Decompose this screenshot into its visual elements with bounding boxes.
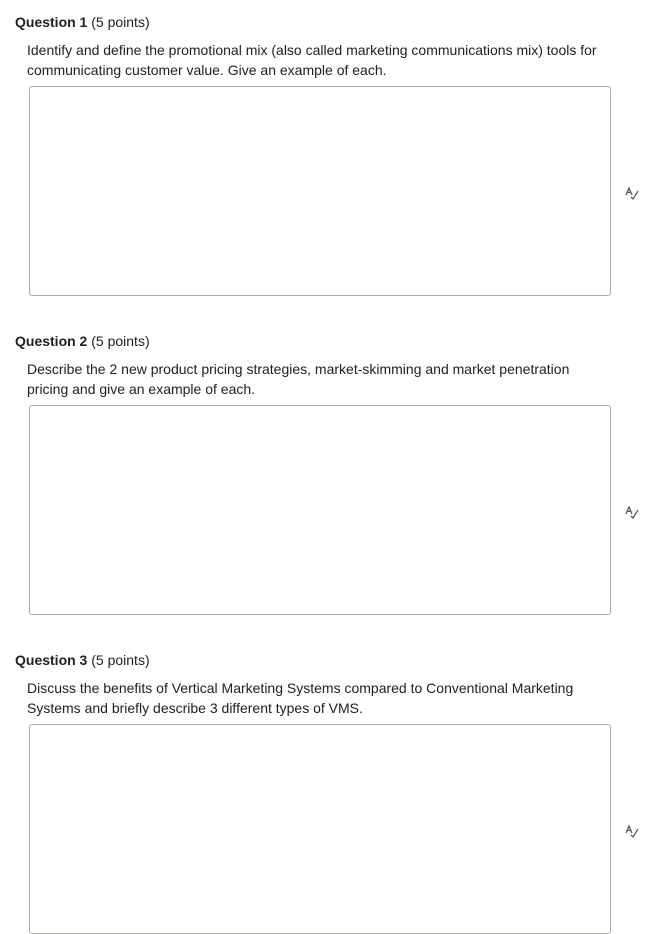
question-prompt: Discuss the benefits of Vertical Marketing Systems compared to Conventional Marketing Systems and briefly describe 3 different types of VMS. — [27, 680, 574, 716]
question-points: (5 points) — [91, 333, 150, 349]
spellcheck-icon[interactable] — [624, 823, 640, 839]
question-prompt: Identify and define the promotional mix (also called marketing communications mix) tools for communicating customer value. Give an example of each. — [27, 42, 597, 78]
spellcheck-icon[interactable] — [624, 504, 640, 520]
answer-textarea[interactable] — [29, 724, 611, 934]
question-title: Question 2 — [15, 333, 88, 349]
question-header — [15, 13, 150, 31]
spellcheck-icon[interactable] — [624, 185, 640, 201]
question-points: (5 points) — [91, 14, 150, 30]
answer-textarea[interactable] — [29, 86, 611, 296]
answer-textarea[interactable] — [29, 405, 611, 615]
question-header — [15, 332, 150, 350]
question-points: (5 points) — [91, 652, 150, 668]
question-prompt: Describe the 2 new product pricing strategies, market-skimming and market penetration pricing and give an example of each. — [27, 361, 570, 397]
question-title: Question 1 — [15, 14, 88, 30]
question-title: Question 3 — [15, 652, 88, 668]
question-header — [15, 651, 150, 669]
